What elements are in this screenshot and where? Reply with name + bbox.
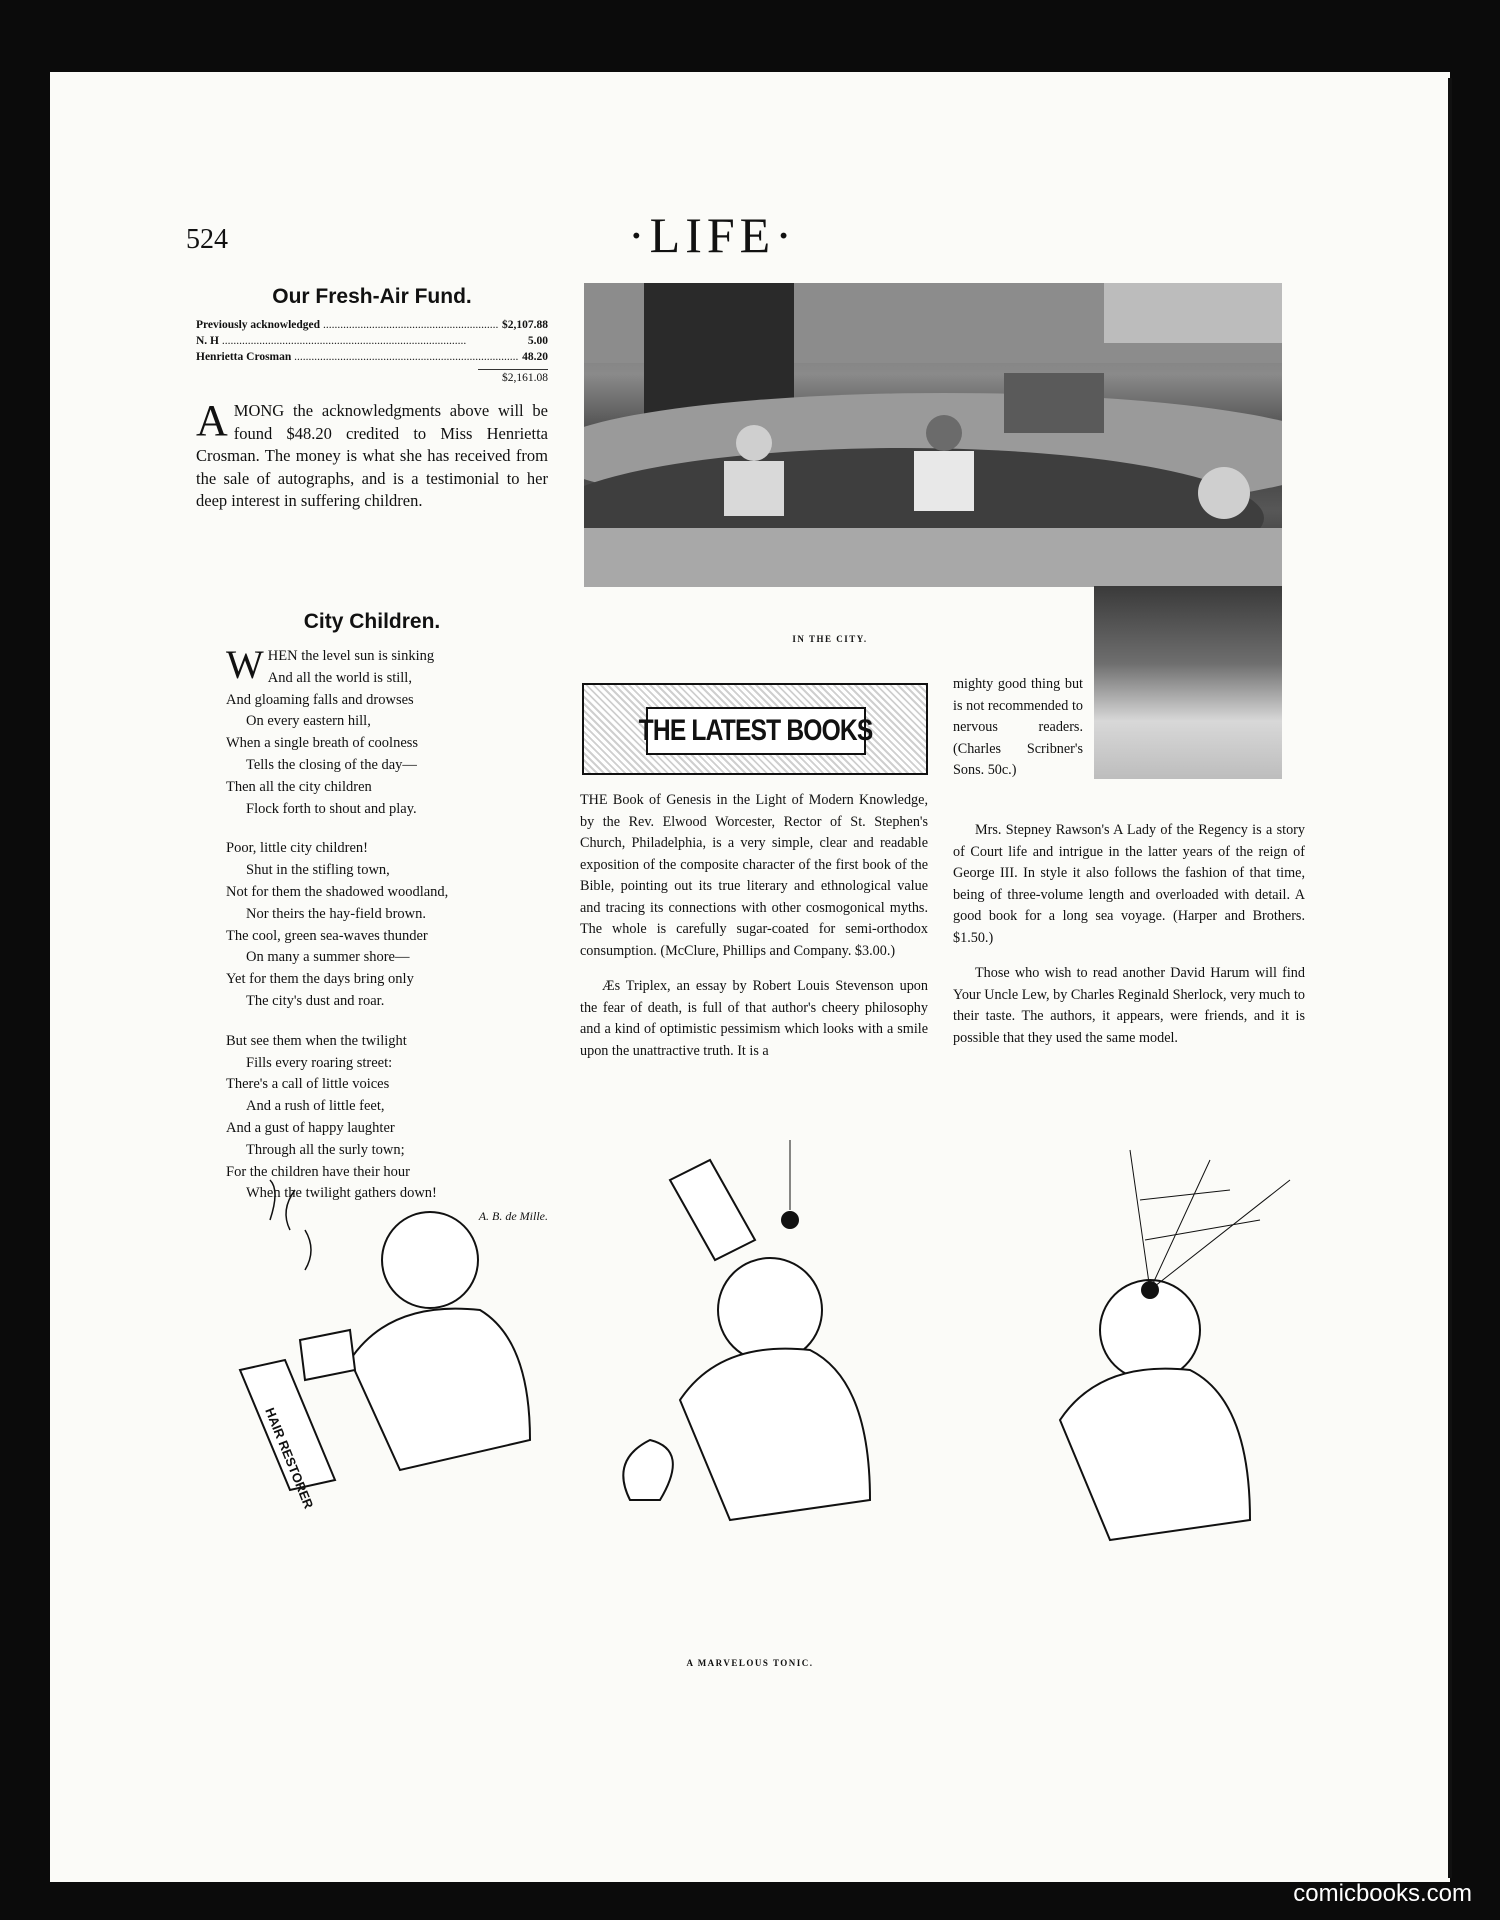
review-genesis: THE Book of Genesis in the Light of Modern Knowledge, by the Rev. Elwood Worcester, Rector of St. Stephen's Church, Philadelphia, is a very simple, clear and readable exposition of the composite character of the first book of the Bible, pointing out its true literary and ethnological value and tracing its connections with other cosmogonical myths. The whole is carefully sugar-coated for semi-orthodox consumption. (McClure, Phillips and Company. $3.00.) xyxy=(580,792,928,959)
books-column-1 xyxy=(580,790,928,1076)
books-column-2 xyxy=(953,820,1305,1063)
poem-body xyxy=(226,642,548,1224)
poem-author: A. B. de Mille. xyxy=(478,1209,548,1224)
latest-books-banner xyxy=(582,683,928,775)
poem-city-children xyxy=(226,610,548,1224)
banner-frame xyxy=(639,707,873,755)
books-column-2-top xyxy=(953,674,1083,796)
photo-child-figure xyxy=(1094,586,1282,779)
review-lady-of-regency: Mrs. Stepney Rawson's A Lady of the Regency is a story of Court life and intrigue in the latter years of the reign of George III. In style it also follows the fashion of that time, being of three-volume length and overloaded with detail. A good book for a long sea voyage. (Harper and Brothers. $1.50.) xyxy=(953,822,1305,946)
drop-cap: A xyxy=(196,396,228,445)
bottle-label: HAIR RESTORER xyxy=(262,1405,317,1511)
fund-table xyxy=(196,317,548,384)
photo-children-fountain xyxy=(584,283,1282,587)
review-aes-triplex: Æs Triplex, an essay by Robert Louis Stevenson upon the fear of death, is full of that author's cheery philosophy and a kind of optimistic pessimism which looks with a smile upon the unattractive truth. It is a xyxy=(580,978,928,1059)
fund-title: Our Fresh-Air Fund. xyxy=(272,285,472,308)
banner-title: THE LATEST BOOKS xyxy=(639,714,873,747)
poem-title: City Children. xyxy=(303,610,441,633)
fund-paragraph: AMONG the acknowledgments above will be found $48.20 credited to Miss Henrietta Crosman. The money is what she has received from the sale of autographs, and is a testimonial to her deep interest in suffering children. xyxy=(196,396,548,510)
fresh-air-fund xyxy=(196,285,548,513)
fund-row: N. H ..... 5.00 xyxy=(196,333,548,349)
stanza: Poor, little city children! Shut in the stifling town, Not for them the shadowed woodland, Nor theirs the hay-field brown. The cool, green sea-waves thunder On many a summer shore— Yet for them the days bring only The city's dust and roar. xyxy=(226,840,449,1009)
page-number: 524 xyxy=(186,224,228,255)
fund-row: Previously acknowledged ..... $2,107.88 xyxy=(196,317,548,333)
review-aes-triplex-cont: mighty good thing but is not recommended to nervous readers. (Charles Scribner's Sons. 50c.) xyxy=(953,676,1083,778)
cartoon-marvelous-tonic xyxy=(230,1140,1310,1640)
photo-caption: IN THE CITY. xyxy=(792,634,868,644)
fund-row: Henrietta Crosman ..... 48.20 xyxy=(196,349,548,365)
watermark: comicbooks.com xyxy=(1293,1880,1472,1907)
cartoon-caption: A MARVELOUS TONIC. xyxy=(686,1658,814,1668)
fund-total: $2,161.08 xyxy=(478,369,548,384)
stanza: WHEN the level sun is sinking And all the world is still, And gloaming falls and drowses On every eastern hill, When a single breath of coolness Tells the closing of the day— Then all the city children Flock forth to shout and play. xyxy=(226,642,435,817)
facing-page-edge xyxy=(1448,78,1452,1878)
stanza: But see them when the twilight Fills every roaring street: There's a call of little voices And a rush of little feet, And a gust of happy laughter Through all the surly town; For the children have their hour When the twilight gathers down! xyxy=(226,1032,437,1202)
review-uncle-lew: Those who wish to read another David Harum will find Your Uncle Lew, by Charles Reginald Sherlock, very much to their taste. The authors, it appears, were friends, and it is possible that they used the same model. xyxy=(953,965,1305,1046)
drop-cap: W xyxy=(226,642,264,687)
masthead: ·LIFE· xyxy=(628,207,797,263)
photo-illustration xyxy=(584,283,1282,587)
